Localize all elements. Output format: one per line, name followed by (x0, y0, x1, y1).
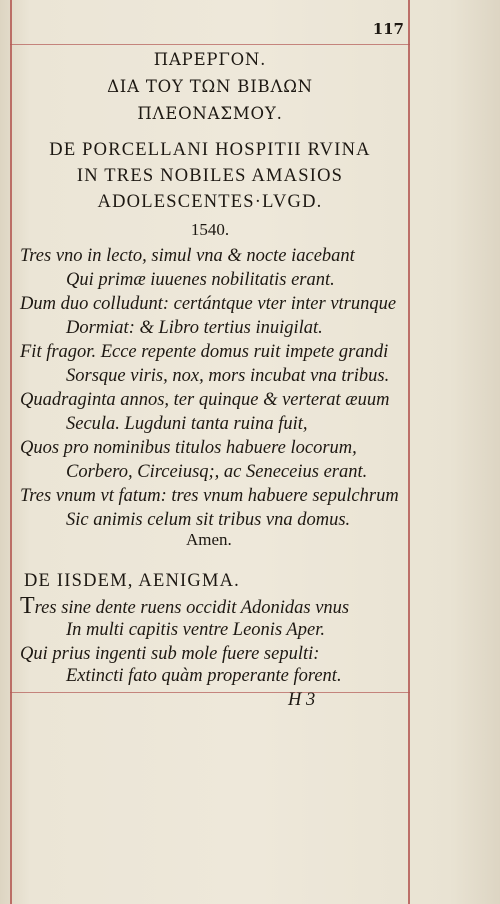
margin-rule-right (408, 0, 410, 904)
poem-line: Sorsque viris, nox, mors incubat vna tribus. (66, 366, 390, 386)
greek-title-line: ΠΛΕΟΝΑΣΜΟΥ. (137, 104, 283, 123)
poem-line: Dum duo colludunt: certántque vter inter vtrunque (20, 294, 397, 314)
poem-line-text: res sine dente ruens occidit Adonidas vnus (34, 598, 350, 618)
poem-line: Qui primæ iuuenes nobilitatis erant. (66, 270, 335, 290)
header-rule (10, 44, 410, 45)
drop-initial: T (20, 593, 35, 619)
poem-line: Extincti fato quàm properante forent. (66, 666, 342, 686)
latin-title-line: DE PORCELLANI HOSPITII RVINA (49, 140, 371, 160)
poem-line: Quos pro nominibus titulos habuere locorum, (20, 438, 357, 458)
poem-line: Dormiat: & Libro tertius inuigilat. (66, 318, 323, 338)
poem-line: In multi capitis ventre Leonis Aper. (66, 620, 325, 640)
poem-line: Tres vnum vt fatum: tres vnum habuere sepulchrum (20, 486, 399, 506)
poem-line: Corbero, Circeiusq;, ac Seneceius erant. (66, 462, 368, 482)
poem-year: 1540. (190, 220, 230, 239)
poem-line (20, 594, 349, 619)
poem-line: Qui prius ingenti sub mole fuere sepulti: (20, 644, 320, 664)
poem-line: Sic animis celum sit tribus vna domus. (66, 510, 351, 530)
latin-title-line: ADOLESCENTES·LVGD. (97, 192, 323, 212)
greek-title-line: ΠΑΡΕΡΓΟΝ. (153, 50, 267, 69)
latin-title-line: IN TRES NOBILES AMASIOS (76, 166, 344, 186)
greek-title-line: ΔΙΑ ΤΟΥ ΤΩΝ ΒΙΒΛΩΝ (107, 77, 313, 96)
footer-rule (10, 692, 410, 693)
poem-line: Quadraginta annos, ter quinque & verterat æuum (20, 390, 390, 410)
margin-rule-left (10, 0, 12, 904)
page-number: 117 (372, 20, 404, 38)
poem-line: Tres vno in lecto, simul vna & nocte iacebant (20, 246, 355, 266)
amen: Amen. (186, 530, 232, 549)
signature-mark: H 3 (288, 690, 316, 710)
enigma-title: DE IISDEM, AENIGMA. (24, 571, 241, 591)
poem-line: Fit fragor. Ecce repente domus ruit impete grandi (20, 342, 389, 362)
poem-line: Secula. Lugduni tanta ruina fuit, (66, 414, 308, 434)
